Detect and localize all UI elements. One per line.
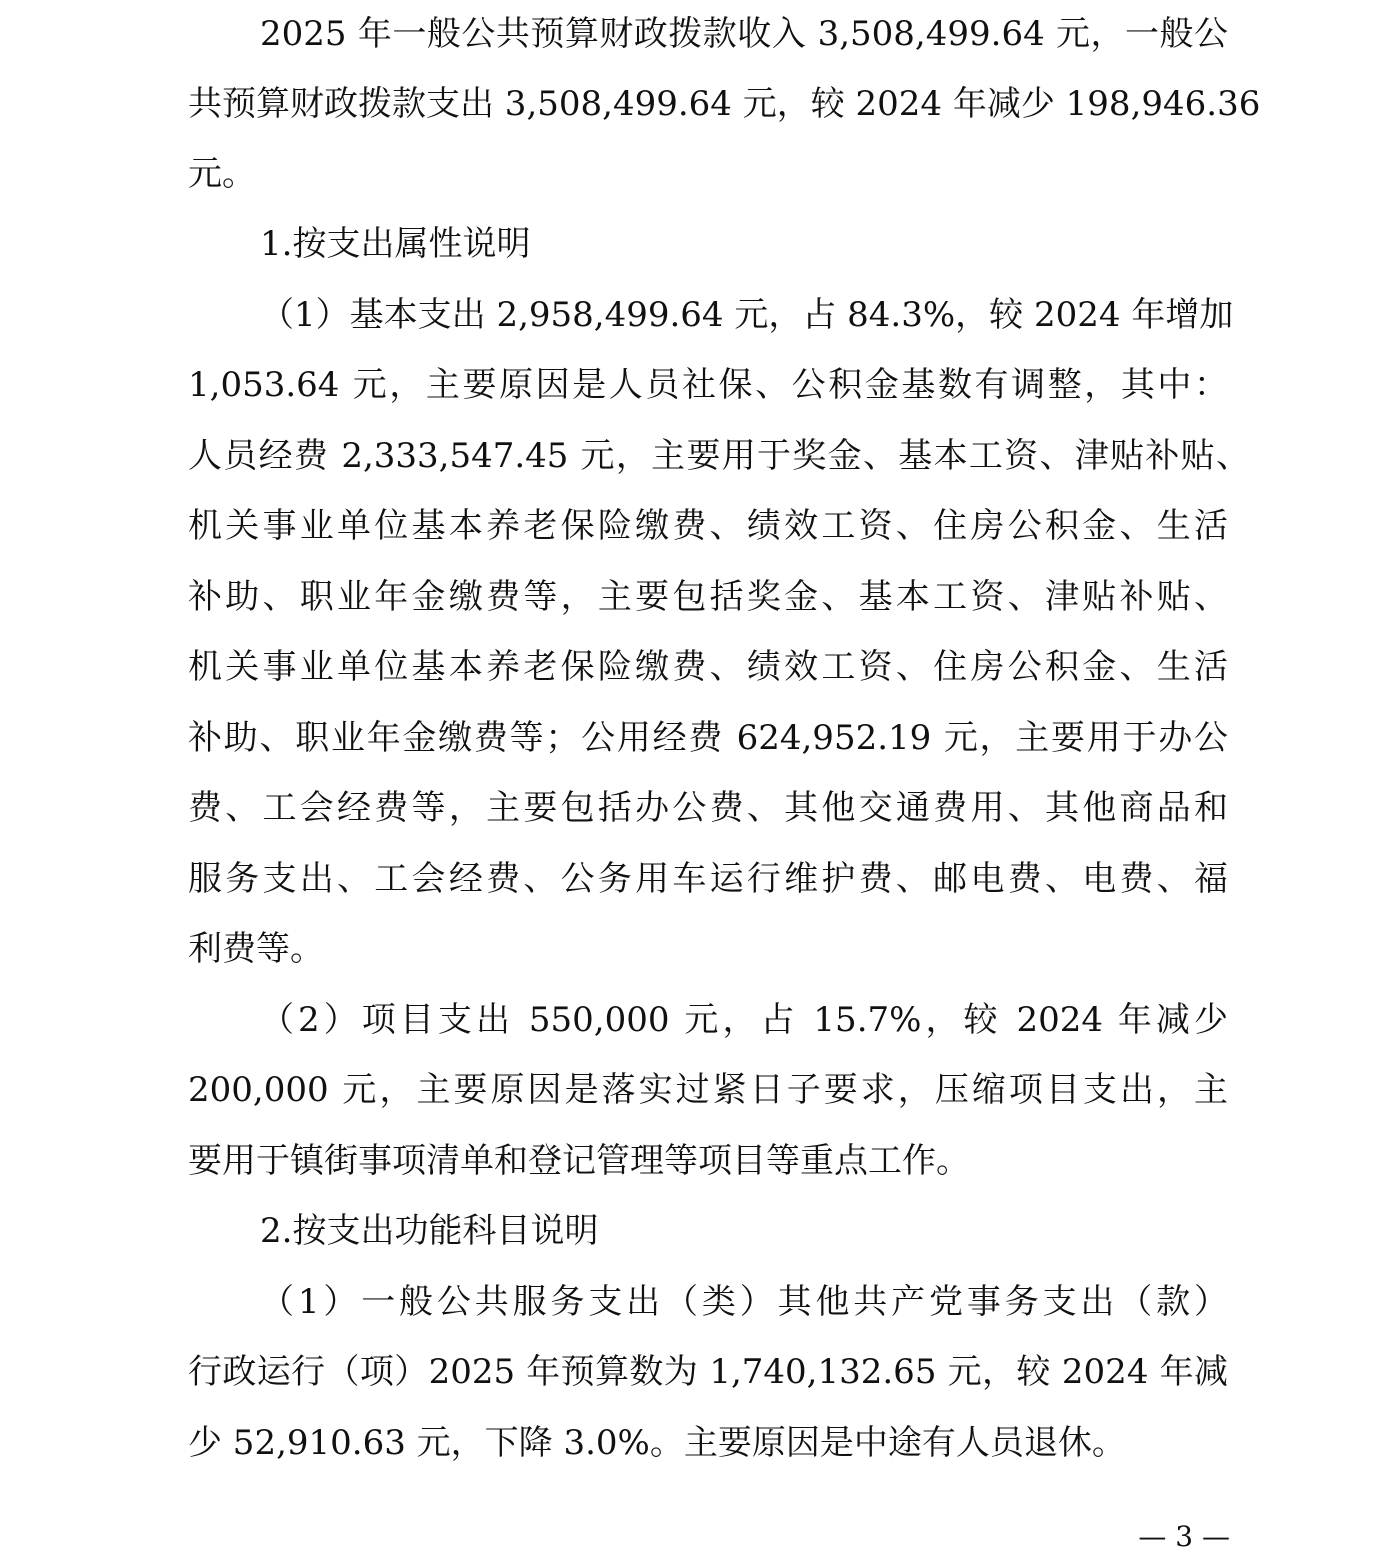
paragraph-line: 利费等。 (188, 929, 324, 969)
paragraph-line: 200,000 元，主要原因是落实过紧日子要求，压缩项目支出，主 (188, 1070, 1228, 1110)
paragraph-line: 要用于镇街事项清单和登记管理等项目等重点工作。 (188, 1141, 970, 1181)
paragraph-line: 行政运行（项）2025 年预算数为 1,740,132.65 元，较 2024 年减 (188, 1352, 1228, 1392)
paragraph-line: 机关事业单位基本养老保险缴费、绩效工资、住房公积金、生活 (188, 647, 1228, 687)
paragraph-line: 补助、职业年金缴费等，主要包括奖金、基本工资、津贴补贴、 (188, 577, 1228, 617)
paragraph-line: （2）项目支出 550,000 元，占 15.7%，较 2024 年减少 (260, 1000, 1228, 1040)
paragraph-line: 共预算财政拨款支出 3,508,499.64 元，较 2024 年减少 198,946.36 (188, 84, 1261, 124)
paragraph-line: 2025 年一般公共预算财政拨款收入 3,508,499.64 元，一般公 (260, 14, 1228, 54)
section-heading: 2.按支出功能科目说明 (260, 1211, 599, 1251)
paragraph-line: 元。 (188, 154, 256, 194)
paragraph-line: 费、工会经费等，主要包括办公费、其他交通费用、其他商品和 (188, 788, 1228, 828)
section-heading: 1.按支出属性说明 (260, 224, 531, 264)
paragraph-line: 补助、职业年金缴费等；公用经费 624,952.19 元，主要用于办公 (188, 718, 1228, 758)
paragraph-line: （1）基本支出 2,958,499.64 元，占 84.3%，较 2024 年增加 (260, 295, 1234, 335)
paragraph-line: 1,053.64 元，主要原因是人员社保、公积金基数有调整，其中： (188, 365, 1228, 405)
page-number: — 3 — (1138, 1520, 1230, 1553)
paragraph-line: （1）一般公共服务支出（类）其他共产党事务支出（款） (260, 1282, 1228, 1322)
paragraph-line: 少 52,910.63 元，下降 3.0%。主要原因是中途有人员退休。 (188, 1423, 1126, 1463)
paragraph-line: 服务支出、工会经费、公务用车运行维护费、邮电费、电费、福 (188, 859, 1228, 899)
paragraph-line: 机关事业单位基本养老保险缴费、绩效工资、住房公积金、生活 (188, 506, 1228, 546)
paragraph-line: 人员经费 2,333,547.45 元，主要用于奖金、基本工资、津贴补贴、 (188, 436, 1250, 476)
